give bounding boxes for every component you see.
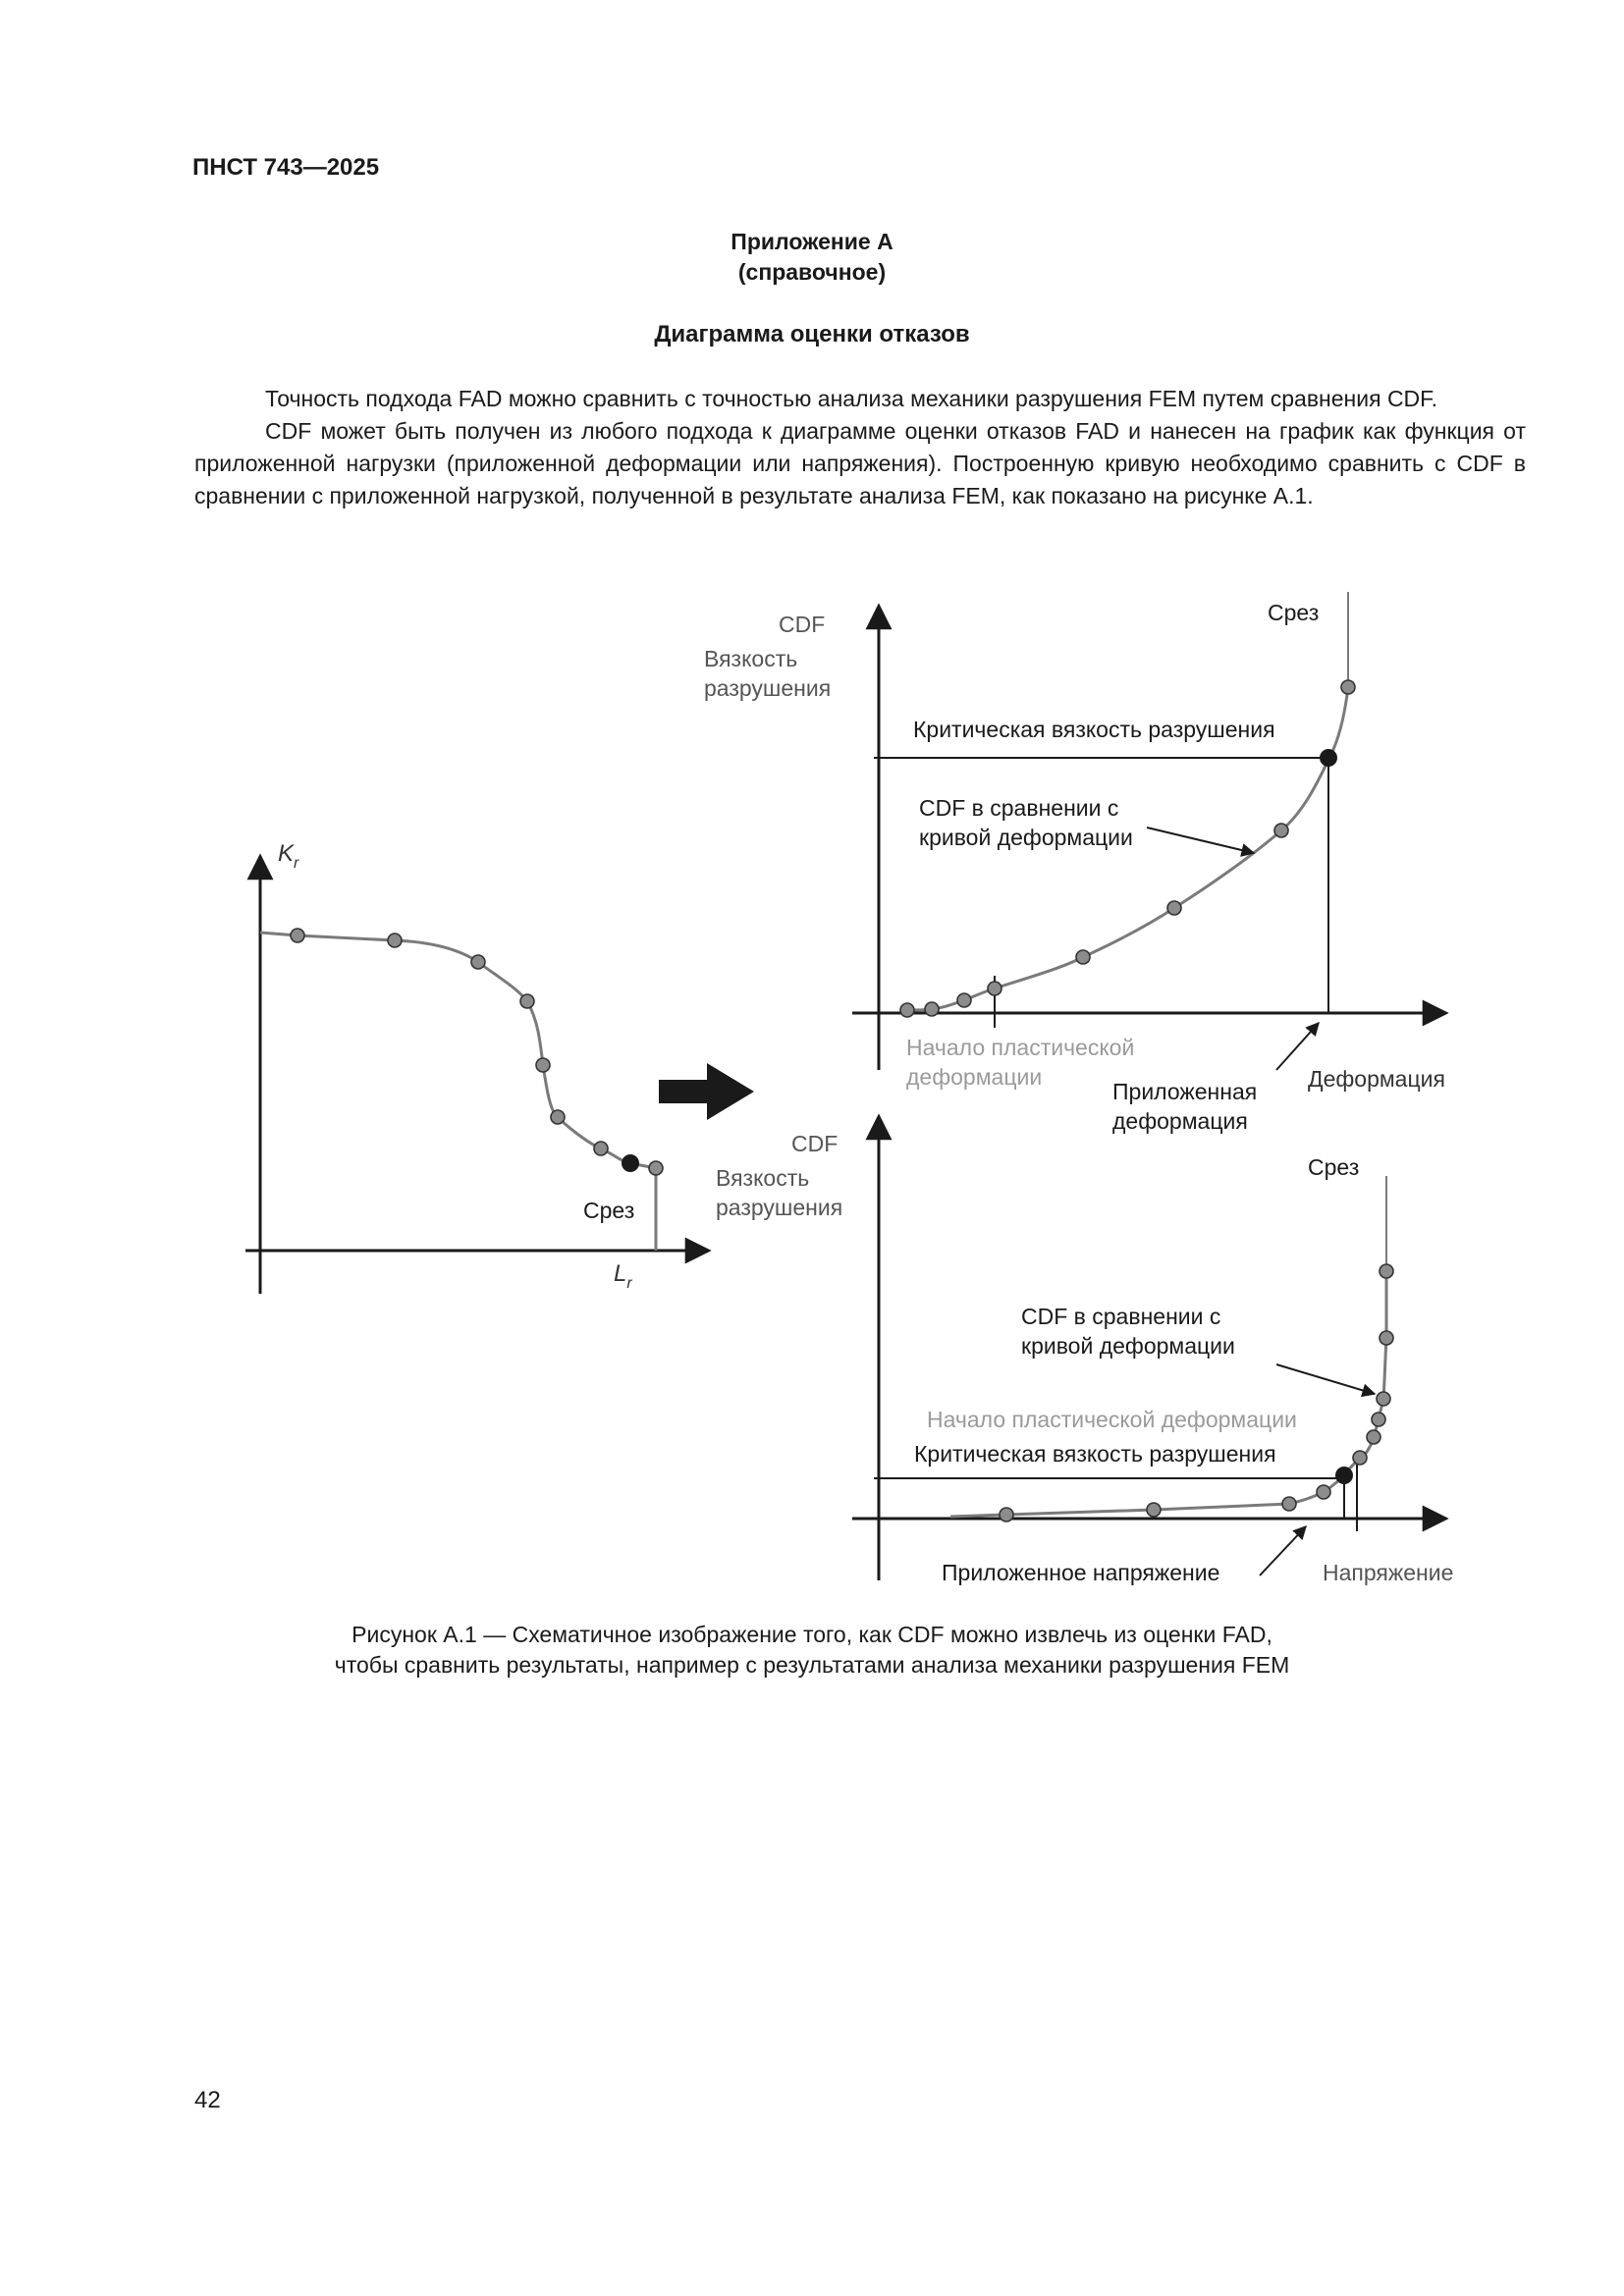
strain-critical-label: Критическая вязкость разрушения	[913, 717, 1275, 742]
page-number: 42	[194, 2087, 221, 2113]
strain-y-label-2: Вязкость	[704, 646, 798, 671]
section-title: Диаграмма оценки отказов	[654, 321, 970, 347]
strain-critical-point	[1320, 749, 1337, 767]
fad-point	[291, 929, 304, 942]
applied-strain-label-1: Приложенная	[1112, 1079, 1258, 1104]
stress-critical-label: Критическая вязкость разрушения	[914, 1441, 1276, 1467]
strain-point	[900, 1003, 914, 1017]
applied-strain-label-2: деформация	[1112, 1108, 1248, 1134]
strain-point	[925, 1002, 939, 1016]
document-code: ПНСТ 743—2025	[192, 154, 380, 181]
strain-y-label-1: CDF	[779, 612, 826, 637]
stress-point	[1380, 1331, 1393, 1345]
caption-line: чтобы сравнить результаты, например с результатами анализа механики разрушения FEM	[334, 1652, 1290, 1678]
strain-cutoff-label: Срез	[1268, 600, 1320, 625]
fad-curve	[260, 933, 656, 1168]
strain-x-label: Деформация	[1308, 1066, 1445, 1092]
stress-point	[1372, 1413, 1385, 1426]
fad-point	[594, 1142, 608, 1155]
stress-point	[1282, 1497, 1296, 1511]
stress-curve-label-1: CDF в сравнении с	[1021, 1304, 1221, 1329]
stress-cutoff-label: Срез	[1308, 1154, 1360, 1180]
fad-point	[536, 1058, 550, 1072]
annex-type: (справочное)	[737, 259, 887, 285]
fad-critical-point	[622, 1154, 639, 1172]
stress-curve-label-2: кривой деформации	[1021, 1333, 1235, 1359]
strain-y-label-3: разрушения	[704, 675, 832, 701]
stress-plastic-label: Начало пластической деформации	[927, 1407, 1297, 1432]
strain-plastic-label-1: Начало пластической	[906, 1035, 1135, 1060]
strain-point	[1274, 824, 1288, 837]
stress-point	[1317, 1485, 1330, 1499]
applied-stress-label: Приложенное напряжение	[942, 1560, 1220, 1585]
strain-point	[988, 982, 1001, 995]
fad-diagram	[245, 840, 709, 1294]
transition-arrow-icon	[659, 1063, 754, 1120]
strain-point	[1341, 680, 1355, 694]
strain-curve-label-1: CDF в сравнении с	[919, 795, 1119, 821]
stress-critical-point	[1335, 1467, 1353, 1484]
fad-point	[520, 994, 534, 1008]
stress-x-label: Напряжение	[1323, 1560, 1454, 1585]
applied-stress-pointer	[1260, 1526, 1306, 1575]
stress-point	[1367, 1430, 1380, 1444]
fad-point	[388, 934, 402, 947]
strain-point	[957, 993, 971, 1007]
stress-y-label-1: CDF	[791, 1131, 839, 1156]
stress-curve-pointer	[1276, 1364, 1375, 1394]
stress-y-label-2: Вязкость	[716, 1165, 810, 1191]
fad-point	[551, 1110, 565, 1124]
stress-plot	[716, 1116, 1453, 1585]
stress-point	[1147, 1503, 1161, 1517]
fad-y-axis-label: $K_r$	[278, 840, 299, 872]
strain-curve-label-2: кривой деформации	[919, 825, 1133, 850]
fad-x-axis-label: $L_r$	[614, 1260, 632, 1292]
strain-point	[1076, 950, 1090, 964]
stress-point	[1377, 1392, 1390, 1406]
paragraph: Точность подхода FAD можно сравнить с точностью анализа механики разрушения FEM путем сравнения CDF.	[265, 386, 1438, 411]
applied-strain-pointer	[1276, 1023, 1319, 1070]
paragraph: CDF может быть получен из любого подхода к диаграмме оценки отказов FAD и нанесен на график как функция от приложенной нагрузки (приложенной деформации или напряжения). Построенную кривую необходимо сравнить с CDF в сравнении с приложенной нагрузкой, полученной в результате анализа FEM, как показано на рисунке А.1.	[194, 418, 1526, 508]
figure-caption	[0, 1620, 1624, 1681]
stress-point	[1353, 1451, 1367, 1465]
strain-plot	[704, 592, 1446, 1134]
stress-y-label-3: разрушения	[716, 1195, 843, 1220]
stress-point	[1380, 1264, 1393, 1278]
fad-point	[649, 1161, 663, 1175]
fad-cutoff-label: Срез	[583, 1198, 635, 1223]
strain-plastic-label-2: деформации	[906, 1064, 1043, 1090]
stress-point	[1000, 1508, 1013, 1522]
strain-point	[1167, 901, 1181, 915]
caption-line: Рисунок А.1 — Схематичное изображение того, как CDF можно извлечь из оценки FAD,	[352, 1622, 1272, 1647]
strain-curve-pointer	[1147, 828, 1254, 853]
fad-point	[471, 955, 485, 969]
annex-title: Приложение А	[731, 229, 893, 254]
